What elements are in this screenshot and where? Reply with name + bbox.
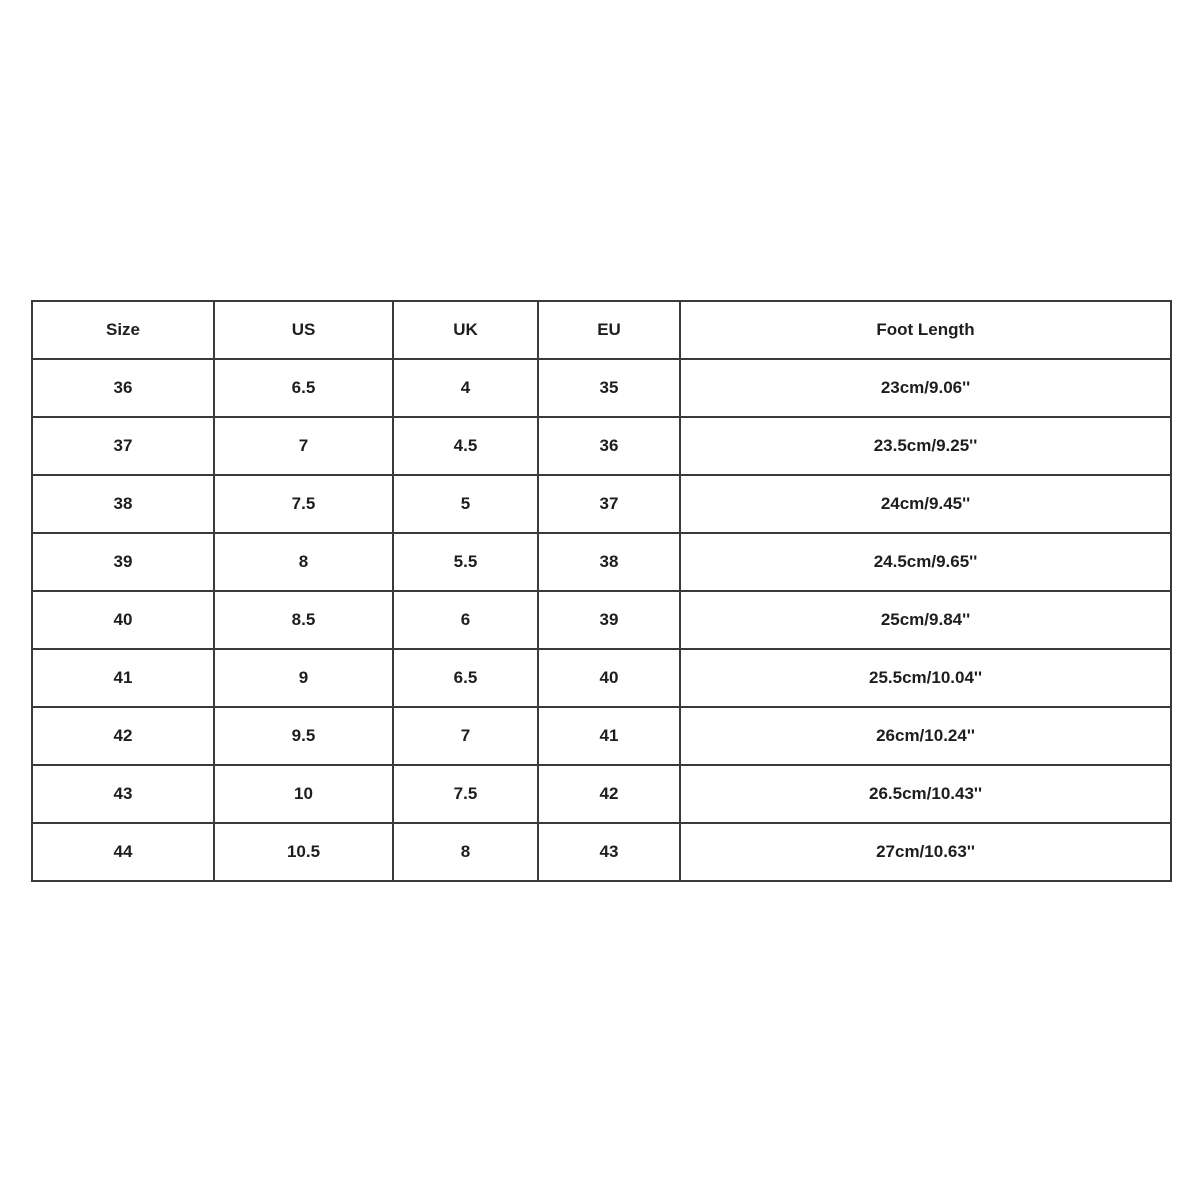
- cell-foot-length: 27cm/10.63'': [680, 823, 1171, 881]
- cell-us: 6.5: [214, 359, 393, 417]
- cell-size: 37: [32, 417, 214, 475]
- table-row: [32, 533, 1171, 591]
- cell-foot-length: 23cm/9.06'': [680, 359, 1171, 417]
- header-foot-length: Foot Length: [680, 301, 1171, 359]
- cell-us: 7.5: [214, 475, 393, 533]
- table-row: [32, 823, 1171, 881]
- cell-uk: 4.5: [393, 417, 538, 475]
- cell-uk: 4: [393, 359, 538, 417]
- cell-eu: 39: [538, 591, 680, 649]
- cell-eu: 36: [538, 417, 680, 475]
- cell-us: 9.5: [214, 707, 393, 765]
- header-eu: EU: [538, 301, 680, 359]
- table-row: [32, 417, 1171, 475]
- cell-us: 8.5: [214, 591, 393, 649]
- cell-uk: 5.5: [393, 533, 538, 591]
- cell-uk: 8: [393, 823, 538, 881]
- cell-foot-length: 25.5cm/10.04'': [680, 649, 1171, 707]
- cell-eu: 41: [538, 707, 680, 765]
- table-row: [32, 765, 1171, 823]
- table-row: [32, 649, 1171, 707]
- table-row: [32, 707, 1171, 765]
- cell-size: 42: [32, 707, 214, 765]
- cell-size: 38: [32, 475, 214, 533]
- cell-eu: 35: [538, 359, 680, 417]
- cell-us: 8: [214, 533, 393, 591]
- cell-uk: 6.5: [393, 649, 538, 707]
- cell-size: 43: [32, 765, 214, 823]
- cell-eu: 42: [538, 765, 680, 823]
- header-us: US: [214, 301, 393, 359]
- cell-foot-length: 24cm/9.45'': [680, 475, 1171, 533]
- cell-us: 10.5: [214, 823, 393, 881]
- cell-foot-length: 23.5cm/9.25'': [680, 417, 1171, 475]
- cell-us: 7: [214, 417, 393, 475]
- cell-size: 39: [32, 533, 214, 591]
- cell-eu: 40: [538, 649, 680, 707]
- cell-eu: 43: [538, 823, 680, 881]
- cell-us: 9: [214, 649, 393, 707]
- cell-foot-length: 25cm/9.84'': [680, 591, 1171, 649]
- table-row: [32, 475, 1171, 533]
- table-row: [32, 359, 1171, 417]
- cell-size: 40: [32, 591, 214, 649]
- cell-uk: 7: [393, 707, 538, 765]
- header-uk: UK: [393, 301, 538, 359]
- cell-uk: 5: [393, 475, 538, 533]
- cell-eu: 37: [538, 475, 680, 533]
- cell-eu: 38: [538, 533, 680, 591]
- cell-foot-length: 24.5cm/9.65'': [680, 533, 1171, 591]
- size-chart-table: [31, 300, 1172, 882]
- cell-uk: 6: [393, 591, 538, 649]
- cell-size: 41: [32, 649, 214, 707]
- header-size: Size: [32, 301, 214, 359]
- cell-foot-length: 26.5cm/10.43'': [680, 765, 1171, 823]
- cell-foot-length: 26cm/10.24'': [680, 707, 1171, 765]
- cell-size: 36: [32, 359, 214, 417]
- table-row: [32, 591, 1171, 649]
- header-row: [32, 301, 1171, 359]
- cell-us: 10: [214, 765, 393, 823]
- cell-uk: 7.5: [393, 765, 538, 823]
- cell-size: 44: [32, 823, 214, 881]
